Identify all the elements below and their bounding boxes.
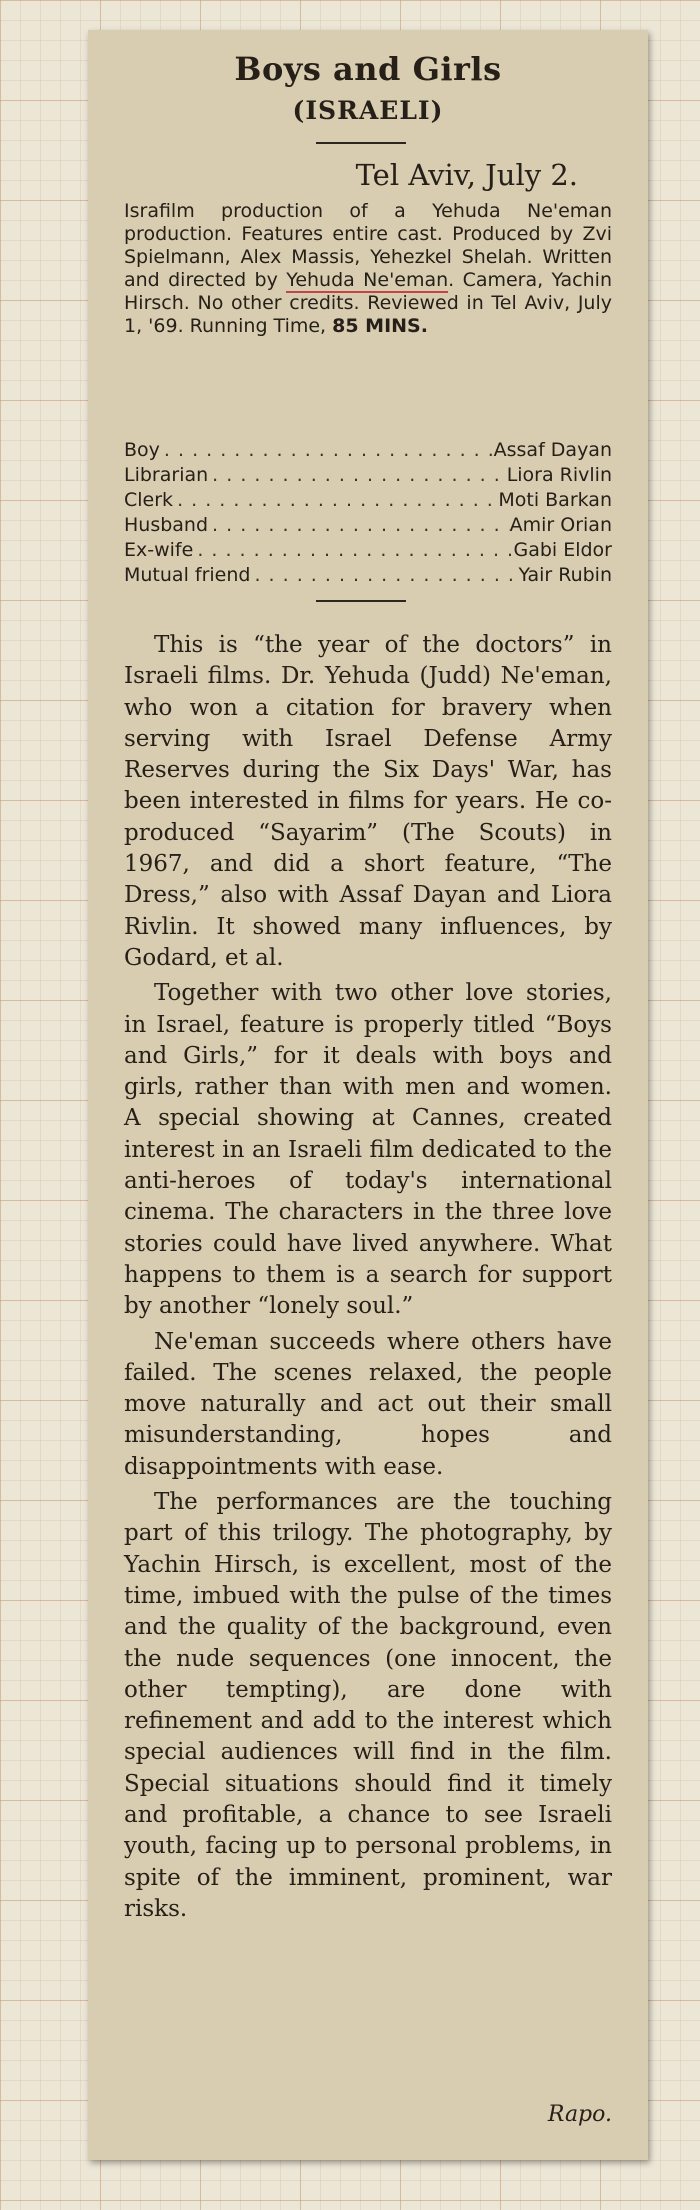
credits-text: Israfilm production of a Yehuda Ne'eman production. Features entire cast. Produced by Zvi Spielmann, Alex Massis, Yehezkel Shelah. Written and directed by [124,200,612,291]
body-paragraph: This is “the year of the doctors” in Israeli films. Dr. Yehuda (Judd) Ne'eman, who won a citation for bravery when serving with Israel Defense Army Reserves during the Six Days' War, has been interested in films for years. He co-produced “Sayarim” (The Scouts) in 1967, and did a short feature, “The Dress,” also with Assaf Dayan and Liora Rivlin. It showed many influences, by Godard, et al. [124,632,612,971]
article-headline: Boys and Girls [234,50,502,88]
cast-row [124,538,612,563]
cast-role: Librarian [124,464,209,486]
article-subhead: (ISRAELI) [292,96,444,125]
credits-text-continued: . Camera, Yachin Hirsch. No other credits. Reviewed in Tel Aviv, July 1, '69. Running Time, [124,269,612,337]
leader-dots [208,513,510,538]
leader-dots [193,538,513,563]
cast-role: Clerk [124,489,174,511]
running-time: 85 MINS. [332,315,428,337]
newspaper-clipping [88,30,648,2160]
divider-rule [316,142,406,144]
cast-actor: Gabi Eldor [513,539,612,561]
leader-dots [250,563,518,588]
cast-row [124,463,612,488]
leader-dots [160,438,494,463]
director-name: Yehuda Ne'eman [286,269,449,291]
cast-list [124,438,612,588]
cast-actor: Amir Orian [509,514,612,536]
credits-block [124,200,612,338]
body-paragraph: Ne'eman succeeds where others have failed. The scenes relaxed, the people move naturally and act out their small misunderstanding, hopes and disappointments with ease. [124,1328,612,1480]
body-paragraph: The performances are the touching part of this trilogy. The photography, by Yachin Hirsch, is excellent, most of the time, imbued with the pulse of the times and the quality of the background, even the nude sequences (one innocent, the other tempting), are done with refinement and add to the interest which special audiences will find in the film. Special situations should find it timely and profitable, a chance to see Israeli youth, facing up to personal problems, in spite of the imminent, prominent, war risks. [124,1489,612,1922]
leader-dots [208,463,507,488]
cast-row [124,563,612,588]
reviewer-signoff: Rapo. [547,2102,612,2127]
cast-actor: Yair Rubin [518,564,612,586]
leader-dots [173,488,498,513]
cast-role: Boy [124,439,160,461]
cast-actor: Assaf Dayan [493,439,612,461]
cast-row [124,488,612,513]
dateline: Tel Aviv, July 2. [355,158,578,192]
cast-role: Husband [124,514,209,536]
cast-actor: Moti Barkan [498,489,612,511]
cast-role: Ex-wife [124,539,194,561]
cast-role: Mutual friend [124,564,251,586]
article-body [124,630,612,1929]
divider-rule [316,600,406,602]
cast-row [124,513,612,538]
body-paragraph: Together with two other love stories, in Israel, feature is properly titled “Boys and Girls,” for it deals with boys and girls, rather than with men and women. A special showing at Cannes, created interest in an Israeli film dedicated to the anti-heroes of today's international cinema. The characters in the three love stories could have lived anywhere. What happens to them is a search for support by another “lonely soul.” [124,980,612,1320]
cast-row [124,438,612,463]
cast-actor: Liora Rivlin [506,464,612,486]
